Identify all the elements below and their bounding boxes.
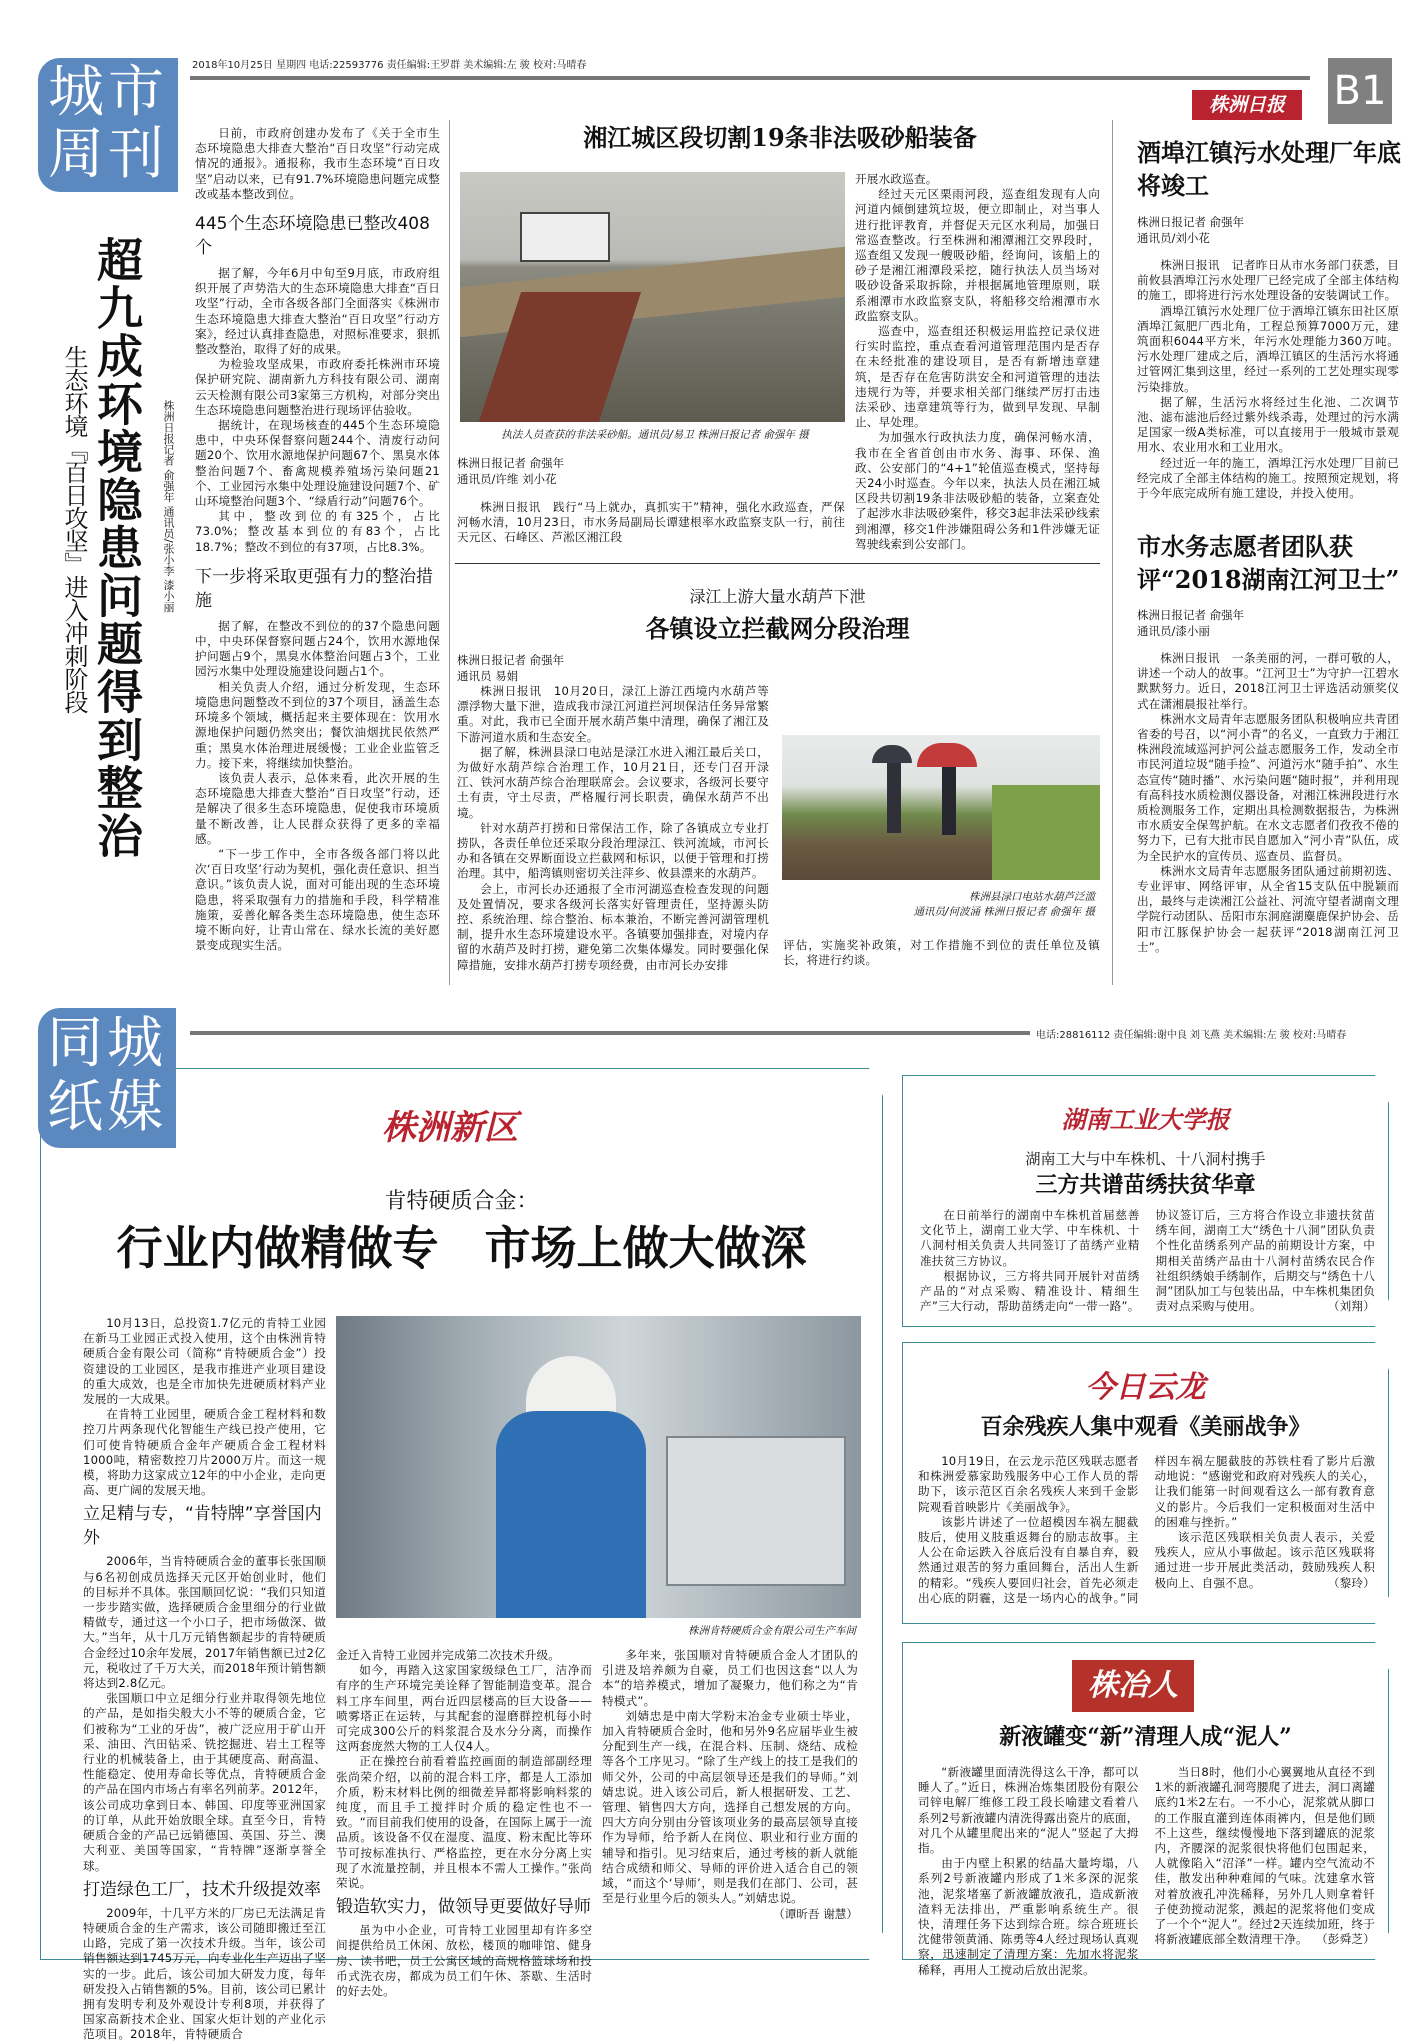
paragraph: 为检验攻坚成果，市政府委托株洲市环境保护研究院、湖南新九方科技有限公司、湖南云天检测有限公司3家第三方机构，对部分突出生态环境隐患问题整治进行现场评估验收。 <box>195 357 440 417</box>
bottom-line: 电话:28816112 责任编辑:谢中良 刘飞燕 美术编辑:左 骏 校对:马晴春 <box>1036 1030 1347 1041</box>
plant-body <box>1137 214 1399 501</box>
paragraph: 株洲水文局青年志愿服务团队通过前期初选、专业评审、网络评审，从全省15支队伍中脱颖而出，最终与走读湘江公益社、河流守望者湖南文理学院行动团队、岳阳市东洞庭湖麋鹿保护协会、岳阳市江豚保护协会一起获评“2018湖南江河卫士”。 <box>1137 863 1399 954</box>
yunlong-headline: 百余残疾人集中观看《美丽战争》 <box>980 1414 1311 1440</box>
paragraph: 株洲水文局青年志愿服务团队积极响应共青团省委的号召，以“河小青”的名义，一直致力于湘江株洲段流域巡河护河公益志愿服务工作，发动全市市民河道垃圾“随手捡”、河道污水“随手拍”、水生态宣传“随时播”、水污染问题“随时报”，并利用现有高科技水质检测仪器设备，对湘江株洲段进行水质检测服务工作，定期出具检测数据报告，为株洲市水质安全保驾护航。在水文志愿者们孜孜不倦的努力下，已有大批市民自愿加入“河小青”队伍，成为全民护水的宣传员、巡查员、监督员。 <box>1137 711 1399 863</box>
sand-byline <box>457 455 564 487</box>
kent-col-3 <box>602 1648 858 1922</box>
paragraph: 经过近一年的施工，酒埠江污水处理厂目前已经完成了全部主体结构的施工。按照预定规划，将于今年底完成所有施工建设，并投入使用。 <box>1137 455 1399 501</box>
paragraph: 如今，再踏入这家国家级绿色工厂，洁净而有序的生产环境完美诠释了智能制造变革。混合料工序车间里，两台近四层楼高的巨大设备——喷雾塔正在运转，与其配套的湿磨群控机每小时可完成300公斤的料浆混合及水分分离，而操作这两套庞然大物的工人仅4人。 <box>336 1663 592 1754</box>
subhead: 锻造软实力，做领导更要做好导师 <box>336 1897 591 1918</box>
paragraph <box>1155 1530 1376 1591</box>
masthead-logo: 株洲日报 <box>1192 90 1302 120</box>
kent-photo-caption: 株洲肯特硬质合金有限公司生产车间 <box>688 1625 856 1637</box>
header-rule <box>190 76 1310 80</box>
eco-byline: 株洲日报记者 俞强年 通讯员/张小李 漆小丽 <box>162 400 175 613</box>
byline-reporter: 株洲日报记者 俞强年 <box>457 653 565 667</box>
paragraph: 其中，整改到位的有325个，占比73.0%；整改基本到位的有83个，占比18.7%；整改不到位的有37项，占比8.3%。 <box>195 509 440 554</box>
paragraph: 巡查中，巡查组还积极运用监控记录仪进行实时监控，重点查看河道管理范围内是否存在未经批准的建设项目，是否有新增违章建筑，是否存在危害防洪安全和河道管理的违法违规行为等，并要求相关部门继续严厉打击违法采砂、违章建筑等行为，做到早发现、早制止、早处理。 <box>855 324 1100 430</box>
kent-kicker: 肯特硬质合金： <box>384 1189 539 1214</box>
paragraph-text: 该示范区残联相关负责人表示，关爱残疾人，应从小事做起。该示范区残联将通过进一步开展此类活动，鼓励残疾人积极向上、自强不息。 <box>1154 1530 1375 1590</box>
subhead: 打造绿色工厂，技术升级提效率 <box>83 1879 321 1900</box>
paragraph-text: 根据协议，三方将共同开展针对苗绣产品的“对点采购、精准设计、精细生产”三大行动，帮助苗绣走向“一带一路”。协议签订后，三方将合作设立非遗扶贫苗绣车间，湖南工大“绣色十八洞”团队负责个性化苗绣系列产品的前期设计方案，中期相关苗绣产品由十八洞村苗绣农民合作社组织绣娘手绣制作，后期交与“绣色十八洞”团队加工与包装出品，中车株机集团负责对点采购与使用。 <box>920 1208 1375 1314</box>
yunlong-body <box>918 1454 1375 1606</box>
byline-correspondent: 通讯员/许维 刘小花 <box>457 472 557 486</box>
kent-col-1 <box>83 1316 326 2043</box>
section-title-top: 城市周刊 <box>38 58 178 192</box>
byline-correspondent: 通讯员/刘小花 <box>1137 231 1210 245</box>
author: （谭昕吾 谢慧） <box>773 1907 858 1922</box>
hyacinth-body <box>457 652 769 973</box>
section-title-bottom: 同城纸媒 <box>38 1008 176 1148</box>
paragraph <box>1155 1765 1376 1947</box>
sand-boat-photo <box>460 172 845 422</box>
paragraph: 刘婧忠是中南大学粉末冶金专业硕士毕业，加入肯特硬质合金时，他和另外9名应届毕业生被分配到生产一线，在混合料、压制、烧结、成检等各个工序见习。“除了生产线上的技工是我们的师父外，公司的中高层领导还是我们的导师。”刘婧忠说。进入该公司后，新人根据研发、工艺、管理、销售四大方向，选择自己想发展的方向。四大方向分别由分管该项业务的最高层领导直接作为导师，给予新人在岗位、职业和行业方面的辅导和指引。见习结束后，通过考核的新人就能结合成绩和师父、导师的评价进入适合自己的领域，“而这个‘导师’，则是我们在部门、公司，甚至是行业里今后的领头人。”刘婧忠说。 <box>602 1708 858 1906</box>
paragraph: 多年来，张国顺对肯特硬质合金人才团队的引进及培养颇为自豪，员工们也因这套“以人为本”的培养模式，增加了凝聚力，他们称之为“肯特模式”。 <box>602 1648 858 1708</box>
paragraph: 据了解，在整改不到位的的37个隐患问题中，中央环保督察问题占24个，饮用水源地保护问题占9个，黑臭水体整治问题占3个，工业园污水集中处理设施建设问题占1个。 <box>195 618 440 679</box>
paragraph-text: 当日8时，他们小心翼翼地从直径不到1米的新液罐孔洞弯腰爬了进去，洞口离罐底约1米2左右。一不小心，泥浆就从脚口的工作服直灌到连体雨裤内，但是他们顾不上这些，继续慢慢地下落到罐底的泥浆内，齐腰深的泥浆很快将他们包围起来，人就像陷入“沼泽”一样。罐内空气流动不佳，散发出种种难闻的气味。沈建拿水管对着放液孔冲洗稀释，另外几人则拿着钎子使劲搅动泥浆，溅起的泥浆将他们变成了一个个“泥人”。经过2天连续加班，终于将新液罐底部全数清理干净。 <box>1154 1765 1375 1947</box>
hyacinth-photo-caption <box>782 890 1095 920</box>
paragraph: “下一步工作中，全市各级各部门将以此次‘百日攻坚’行动为契机，强化责任意识、担当意识。”该负责人说，面对可能出现的生态环境隐患，将采取强有力的措施和手段，科学精准施策，妥善化解各类生态环境隐患，使生态环境不断向好，让青山常在、绿水长流的美好愿景变成现实生活。 <box>195 846 440 953</box>
plant-headline: 酒埠江镇污水处理厂年底将竣工 <box>1137 138 1401 200</box>
paragraph: 据了解，生活污水将经过生化池、二次调节池、滤布滤池后经过紫外线杀毒，处理过的污水满足国家一级A类标准，可以直接用于一般城市景观用水、农业用水和工业用水。 <box>1137 394 1399 455</box>
byline-correspondent: 通讯员/漆小丽 <box>1137 624 1210 638</box>
caption-line: 株洲县渌口电站水葫芦泛滥 <box>969 891 1095 903</box>
hyacinth-plants <box>992 785 1100 880</box>
paragraph: 评估，实施奖补政策，对工作措施不到位的责任单位及镇长，将进行约谈。 <box>783 938 1100 968</box>
byline-correspondent: 通讯员 易娟 <box>457 669 519 683</box>
smelter-headline: 新液罐变“新”清理人成“泥人” <box>999 1724 1292 1750</box>
paragraph: 株洲日报讯 记者昨日从市水务部门获悉，目前攸县酒埠江污水处理厂已经完成了全部主体结构的施工，即将进行污水处理设备的安装调试工作。 <box>1137 258 1399 303</box>
paragraph: 该负责人表示，总体来看，此次开展的生态环境隐患大排查大整治“百日攻坚”行动，还是解决了很多生态环境隐患，促使我市环境质量不断改善，让人民群众获得了更多的幸福感。 <box>195 770 440 846</box>
smelter-body <box>918 1765 1375 1978</box>
subhead: 下一步将采取更强有力的整治措施 <box>195 566 433 611</box>
paragraph: 会上，市河长办还通报了全市河湖巡查检查发现的问题及处置情况，要求各级河长落实好管理责任，坚持源头防控、系统治理、综合整治、标本兼治，不断完善河湖管理机制，提升水生态环境建设水平。各镇要加强排查，对境内存留的水葫芦及时打捞，避免第二次集体爆发。同时要强化保障措施，安排水葫芦打捞专项经费，由市河长办安排 <box>457 881 769 972</box>
subhead: 立足精与专，“肯特牌”享誉国内外 <box>83 1504 322 1549</box>
yunlong-logo: 今日云龙 <box>1085 1370 1206 1405</box>
byline-reporter: 株洲日报记者 俞强年 <box>457 456 565 470</box>
kent-col-2 <box>336 1648 592 1999</box>
date-line: 2018年10月25日 星期四 电话:22593776 责任编辑:王罗群 美术编辑:左 骏 校对:马晴春 <box>192 60 587 71</box>
smelter-logo: 株冶人 <box>1072 1660 1194 1712</box>
paragraph: 虽为中小企业，可肯特工业园里却有许多空间提供给员工休闲、放松，楼顶的咖啡馆、健身房、读书吧，员工公寓区域的高规格篮球场和投币式洗衣房，都成为员工们午休、茶歇、生活时的好去处。 <box>336 1923 592 1999</box>
paragraph: 2006年，当肯特硬质合金的董事长张国顺与6名初创成员选择天元区开始创业时，他们的目标并不具体。张国顺回忆说：“我们只知道一步步踏实做，选择硬质合金里细分的行业做精做专，通过这一个小口子，把市场做深、做大。”当年，从十几万元销售额起步的肯特硬质合金经过10余年发展，2017年销售额已过2亿元，税收过了千万大关，而2018年预计销售额将达到2.8亿元。 <box>83 1554 326 1691</box>
paragraph: 株洲日报讯 一条美丽的河，一群可敬的人，讲述一个动人的故事。“江河卫士”为守护一江碧水默默努力。近日，2018江河卫士评选活动颁奖仪式在潇湘晨报社举行。 <box>1137 651 1399 711</box>
caption-line: 通讯员/何波涌 株洲日报记者 俞强年 摄 <box>913 906 1095 918</box>
machine <box>666 1436 846 1586</box>
paragraph: 据了解，株洲县渌口电站是渌江水进入湘江最后关口，为做好水葫芦综合治理工作，10月21日，还专门召开渌江、铁河水葫芦综合治理联席会。会议要求，各级河长要守土有责，守土尽责，严格履行河长职责，确保水葫芦不出境。 <box>457 744 769 820</box>
paragraph: 开展水政巡查。 <box>855 172 938 186</box>
sand-headline: 湘江城区段切割19条非法吸砂船装备 <box>583 123 977 152</box>
paragraph: 日前，市政府创建办发布了《关于全市生态环境隐患大排查大整治“百日攻坚”行动完成情况的通报》。通报称，我市生态环境“百日攻坚”启动以来，已有91.7%环境隐患问题完成整改或基本整改到位。 <box>195 126 440 201</box>
hyacinth-headline: 各镇设立拦截网分段治理 <box>645 614 910 643</box>
person <box>887 763 901 833</box>
eco-body <box>195 126 440 953</box>
kent-factory-photo <box>336 1316 861 1618</box>
column-divider <box>1112 120 1113 985</box>
hyacinth-kicker: 渌江上游大量水葫芦下泄 <box>689 587 866 606</box>
paragraph: 相关负责人介绍，通过分析发现，生态环境隐患问题整改不到位的37个项目，涵盖生态环境多个领域，概括起来主要体现在：饮用水源地保护问题仍然突出；餐饮油烟扰民依然严重；黑臭水体治理进展缓慢；工业企业监管乏力。接下来，将继续加快整治。 <box>195 679 440 770</box>
paragraph: 该影片讲述了一位超模因车祸左腿截肢后，使用义肢重返舞台的励志故事。主人公在命运跌入谷底后没有自暴自弃，毅然通过艰苦的努力重回舞台，活出人生新的精彩。“残疾人要回归社会，首先必须走出心底的阴霾，这是一场内心的战争。”同样因车祸左腿截肢的苏铁柱看了影片后激动地说：“感谢党和政府对残疾人的关心，让我们能第一时间观看这么一部有教育意义的影片。今后我们一定积极面对生活中的困难与挫折。” <box>918 1454 1375 1605</box>
person <box>942 767 956 835</box>
worker <box>496 1411 646 1618</box>
paragraph: 张国顺口中立足细分行业并取得领先地位的产品，是如指尖般大小不等的硬质合金，它们被称为“工业的牙齿”，被广泛应用于矿山开采、油田、汽田钻采、铣挖掘进、岩土工程等行业的机械装备上，由于其硬度高、耐高温、性能稳定、使用寿命长等优点，肯特硬质合金的产品在国内市场占有率名列前茅。2012年，该公司成功拿到日本、韩国、印度等亚洲国家的订单，从此开始放眼全球。直至今日，肯特硬质合金的产品已远销德国、英国、芬兰、澳大利亚、美国等国家，“肯特牌”逐渐享誉全球。 <box>83 1691 326 1873</box>
eco-subtitle: 生态环境『百日攻坚』进入冲刺阶段 <box>60 345 88 713</box>
paragraph: 2009年，十几平方米的厂房已无法满足肯特硬质合金的生产需求，该公司随即搬迁至江山路，完成了第一次技术升级。当年，该公司销售额达到1745万元，向专业化生产迈出了坚实的一步。此后，该公司加大研发力度，每年研发投入占销售额的5%。目前，该公司已累计拥有发明专利及外观设计专利8项，并获得了国家高新技术企业、国家火炬计划的产业化示范项目。2018年，肯特硬质合 <box>83 1905 326 2042</box>
worker-cap <box>526 1356 616 1416</box>
paragraph: 经过天元区栗雨河段，巡查组发现有人向河道内倾倒建筑垃圾，便立即制止，对当事人进行批评教育，并督促天元区水利局，加强日常巡查整改。行至株洲和湘潭湘江交界段时，巡查组又发现一艘吸砂船，经询问，该船上的砂子是湘江湘潭段采挖，随行执法人员当场对吸砂设备采取拆除，并根据属地管理原则，联系湘潭市水政监察支队，将船移交给湘潭市水政监察支队。 <box>855 187 1100 323</box>
subhead: 445个生态环境隐患已整改408个 <box>195 214 430 259</box>
paragraph: 针对水葫芦打捞和日常保洁工作，除了各镇成立专业打捞队，各责任单位还采取分段治理渌江、铁河流域，市河长办和各镇在交界断面设立拦截网和标识，以便于管理和打捞治理。其中，船湾镇则密切关注萍乡、攸县漂来的水葫芦。 <box>457 820 769 881</box>
univ-body <box>920 1208 1375 1314</box>
paragraph: 在日前举行的湖南中车株机首届慈善文化节上，湖南工业大学、中车株机、十八洞村相关负责人共同签订了苗绣产业精准扶贫三方协议。 <box>920 1208 1140 1268</box>
author: （彭舜芝） <box>1316 1932 1375 1947</box>
byline-reporter: 株洲日报记者 俞强年 <box>1137 215 1245 229</box>
univ-headline: 三方共谱苗绣扶贫华章 <box>1035 1172 1256 1198</box>
paragraph: “新液罐里面清洗得这么干净，都可以睡人了。”近日，株洲冶炼集团股份有限公司锌电解厂维修工段工段长喻建文看着八系列2号新液罐内清洗得露出瓷片的底面，对几个从罐里爬出来的“泥人”竖起了大拇指。 <box>918 1765 1139 1856</box>
kent-headline: 行业内做精做专 市场上做大做深 <box>116 1221 807 1275</box>
paragraph: 由于内壁上积累的结晶大量垮塌，八系列2号新液罐内形成了1米多深的泥浆池，泥浆堵塞了新液罐放液孔，造成新液渣料无法排出，严重影响系统生产。很快，清理任务下达到综合班。综合班班长沈健带领黄涌、陈勇等4人经过现场认真观察，迅速制定了清理方案：先加水将泥浆稀释，再用人工搅动后放出泥浆。 <box>918 1856 1139 1977</box>
paragraph: 酒埠江镇污水处理厂位于酒埠江镇东田社区原酒埠江氮肥厂西北角，工程总预算7000万元，建筑面积6044平方米，年污水处理能力360万吨。污水处理厂建成之后，酒埠江镇区的生活污水将通过管网汇集到这里，经过一系列的工艺处理实现零污染排放。 <box>1137 303 1399 394</box>
author: （黎玲） <box>1327 1575 1375 1590</box>
paragraph: 10月13日，总投资1.7亿元的肯特工业园在新马工业园正式投入使用，这个由株洲肯特硬质合金有限公司（简称“肯特硬质合金”）投资建设的工业园区，是我市推进产业项目建设的重大成效，也是全市加快先进硬质材料产业发展的一大成果。 <box>83 1316 326 1407</box>
umbrella-red <box>917 743 977 767</box>
paragraph: 据了解，今年6月中旬至9月底，市政府组织开展了声势浩大的生态环境隐患大排查“百日攻坚”行动，全市各级各部门全面落实《株洲市生态环境隐患大排查大整治“百日攻坚”行动方案》，经过认真排查隐患，对照标准要求，狠抓整改整治，取得了好的成果。 <box>195 266 440 357</box>
sand-body-right <box>855 172 1100 552</box>
paragraph: 株洲日报讯 践行“马上就办，真抓实干”精神，强化水政巡查，严保河畅水清，10月23日，市水务局副局长谭建根率水政监察支队一行，前往天元区、石峰区、芦淞区湘江段 <box>457 500 845 545</box>
bottom-rule <box>190 1031 1030 1035</box>
paragraph: 金迁入肯特工业园并完成第二次技术升级。 <box>336 1648 561 1662</box>
univ-logo: 湖南工业大学报 <box>1061 1105 1230 1134</box>
paragraph: 据统计，在现场核查的445个生态环境隐患中，中央环保督察问题244个、清废行动问题20个、饮用水源地保护问题67个、黑臭水体整治问题7个、畜禽规模养殖场污染问题21个、工业园污水集中处理设施建设问题7个、矿山环境整治问题3个、“绿盾行动”问题76个。 <box>195 418 440 509</box>
paragraph: 株洲日报讯 10月20日，渌江上游江西境内水葫芦等漂浮物大量下泄，造成我市渌江河道拦河坝保洁任务异常繁重。对此，我市已全面开展水葫芦集中清理，确保了湘江及下游河道水质和生态安全。 <box>457 684 769 744</box>
page-label: B1 <box>1328 58 1392 124</box>
column-divider <box>449 120 450 985</box>
eco-headline: 超九成环境隐患问题得到整治 <box>90 236 144 860</box>
sand-photo-caption: 执法人员查获的非法采砂船。通讯员/易卫 株洲日报记者 俞强年 摄 <box>501 429 809 441</box>
paragraph: 正在操控台前看着监控画面的制造部副经理张尚荣介绍，以前的混合料工序，都是人工添加介质，粉末材料比例的细微差异都将影响料浆的纯度，而且手工搅拌时介质的稳定性也不一致。“而目前我们使用的设备，在国际上属于一流品质。该设备不仅在湿度、温度、粉末配比等环节可按标准执行、严格监控，更在水分分离上实现了水流量控制，并且根本不需人工操作。”张尚荣说。 <box>336 1754 592 1891</box>
kent-logo: 株洲新区 <box>382 1108 518 1148</box>
paragraph: 10月19日，在云龙示范区残联志愿者和株洲爱慕家助残服务中心工作人员的帮助下，该示范区百余名残疾人来到千金影院观看首映影片《美丽战争》。 <box>918 1454 1139 1514</box>
umbrella-dark <box>872 745 912 763</box>
hyacinth-photo <box>782 735 1100 880</box>
section-divider <box>455 563 1100 564</box>
boat-cabin <box>520 212 610 262</box>
univ-kicker: 湖南工大与中车株机、十八洞村携手 <box>1025 1150 1266 1168</box>
volunteer-body <box>1137 607 1399 955</box>
paragraph: 在肯特工业园里，硬质合金工程材料和数控刀片两条现代化智能生产线已投产使用，它们可使肯特硬质合金年产硬质合金工程材料1000吨，精密数控刀片2000万片。而这一规模，将助力这家成立12年的中小企业，走向更高、更广阔的发展天地。 <box>83 1407 326 1498</box>
volunteer-headline: 市水务志愿者团队获评“2018湖南江河卫士” <box>1137 532 1400 594</box>
paragraph: 为加强水行政执法力度，确保河畅水清，我市在全省首创由市水务、海事、环保、渔政、公安部门的“4+1”轮值巡查模式，坚持每天24小时巡查。今年以来，执法人员在湘江城区段共切割19条非法吸砂船的装备，立案查处了起涉水非法吸砂案件，移交3起非法采砂线索到湘潭，移交1件涉嫌阻碍公务和1件涉嫌无证驾驶线索到公安部门。 <box>855 430 1100 551</box>
byline-reporter: 株洲日报记者 俞强年 <box>1137 608 1245 622</box>
author: （刘翔） <box>1327 1299 1375 1314</box>
